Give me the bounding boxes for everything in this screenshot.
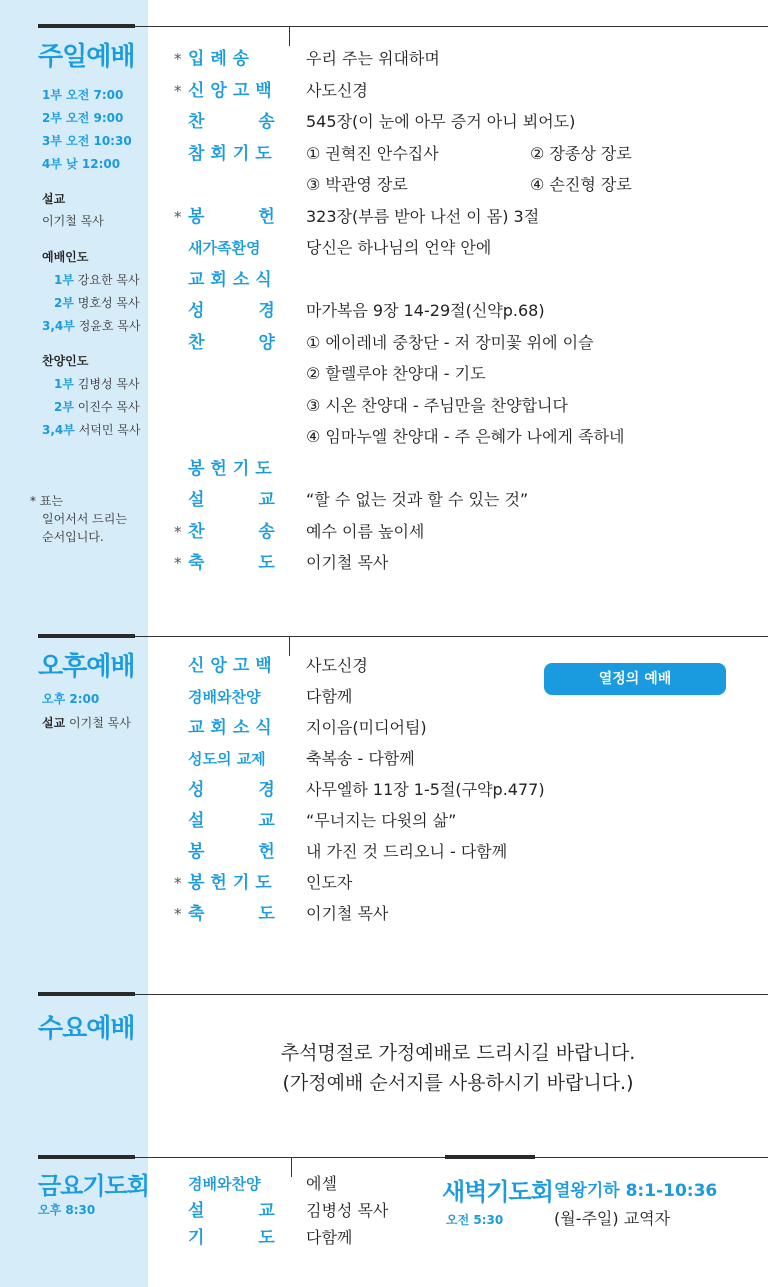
wednesday-title: 수요예배 — [38, 1014, 135, 1044]
afternoon-order-row — [0, 902, 768, 926]
afternoon-order-label: 교회소식 — [188, 718, 278, 738]
sunday-order-row — [0, 331, 768, 355]
sunday-time-1: 1부 오전 7:00 — [42, 88, 124, 102]
sunday-time-3: 3부 오전 10:30 — [42, 134, 132, 148]
afternoon-time: 오후 2:00 — [42, 692, 100, 706]
sunday-order-label: 새가족환영 — [188, 239, 261, 257]
section-divider — [535, 1157, 768, 1158]
sunday-order-value: ③ 시온 찬양대 - 주님만을 찬양합니다 — [306, 395, 568, 415]
afternoon-order-value: 이기철 목사 — [306, 904, 389, 923]
afternoon-order-row — [0, 654, 768, 678]
sunday-order-value: 323장(부름 받아 나선 이 몸) 3절 — [306, 206, 540, 226]
afternoon-order-label: 축 도 — [188, 904, 275, 924]
section-divider — [135, 636, 768, 637]
afternoon-order-value: 내 가진 것 드리오니 - 다함께 — [306, 842, 508, 861]
afternoon-order-row — [0, 716, 768, 740]
sunday-order-label: 봉헌기도 — [188, 458, 278, 479]
column-divider — [289, 26, 290, 46]
praise-leader-3: 3,4부 서덕민 목사 — [42, 423, 141, 437]
sunday-order-row — [0, 425, 768, 449]
sunday-order-row — [0, 457, 768, 481]
afternoon-order-value: 인도자 — [306, 873, 353, 892]
sunday-order-label: 입 례 송 — [188, 49, 250, 69]
star-marker: * — [174, 554, 182, 572]
sunday-order-row — [0, 79, 768, 103]
afternoon-sermon: 설교 이기철 목사 — [42, 716, 131, 730]
star-marker: * — [174, 207, 182, 226]
standing-note-line3: 순서입니다. — [42, 530, 104, 544]
sunday-order-value: 우리 주는 위대하며 — [306, 49, 440, 68]
worship-leader-heading: 예배인도 — [42, 250, 89, 264]
star-marker: * — [30, 494, 36, 508]
sunday-order-value: 당신은 하나님의 언약 안에 — [306, 238, 492, 257]
friday-order-row — [0, 1226, 768, 1250]
worship-leader-1: 1부 강요한 목사 — [54, 273, 140, 287]
star-marker: * — [174, 522, 182, 541]
afternoon-order-row — [0, 809, 768, 833]
friday-label-praise: 경배와찬양 — [188, 1175, 261, 1193]
sunday-order-row — [0, 110, 768, 134]
sunday-title: 주일예배 — [38, 42, 135, 72]
star-marker: * — [174, 50, 182, 68]
sunday-order-value: ① 에이레네 중창단 - 저 장미꽃 위에 이슬 — [306, 332, 594, 352]
sunday-order-label: 참회기도 — [188, 143, 278, 164]
section-divider-thick — [38, 24, 135, 28]
dawn-title: 새벽기도회 — [442, 1178, 553, 1206]
star-marker: * — [174, 905, 182, 923]
afternoon-order-value: 축복송 - 다함께 — [306, 749, 415, 768]
column-divider — [289, 636, 290, 656]
friday-title: 금요기도회 — [38, 1172, 149, 1200]
praise-leader-heading: 찬양인도 — [42, 354, 89, 368]
sunday-order-value: 이기철 목사 — [306, 553, 389, 572]
sunday-order-row — [0, 205, 768, 229]
afternoon-title: 오후예배 — [38, 652, 135, 682]
wednesday-notice-line2: (가정예배 순서지를 사용하시기 바랍니다.) — [282, 1072, 634, 1094]
sunday-order-label: 찬 양 — [188, 332, 275, 353]
afternoon-order-row — [0, 840, 768, 864]
dawn-time: 오전 5:30 — [446, 1213, 504, 1227]
worship-leader-3: 3,4부 정윤호 목사 — [42, 319, 141, 333]
sunday-order-value: ② 할렐루야 찬양대 - 기도 — [306, 364, 486, 383]
sunday-order-label: 찬 송 — [188, 521, 275, 542]
sunday-order-value-secondary: ④ 손진형 장로 — [530, 175, 632, 194]
sunday-time-4: 4부 낮 12:00 — [42, 157, 121, 171]
sunday-order-value: ③ 박관영 장로 — [306, 175, 408, 194]
sunday-order-row — [0, 173, 768, 197]
praise-leader-2: 2부 이진수 목사 — [54, 400, 140, 414]
section-divider-thick — [445, 1155, 535, 1159]
afternoon-order-row — [0, 871, 768, 895]
star-marker: * — [174, 874, 182, 892]
afternoon-order-label: 봉헌기도 — [188, 873, 278, 893]
sunday-order-row — [0, 236, 768, 260]
afternoon-order-value: 지이음(미디어팀) — [306, 718, 427, 737]
sunday-order-value: 545장(이 눈에 아무 증거 아니 뵈어도) — [306, 112, 576, 131]
dawn-scripture: 열왕기하 8:1-10:36 — [554, 1181, 718, 1201]
sunday-order-row — [0, 142, 768, 166]
standing-note-line2: 일어서서 드리는 — [42, 512, 127, 526]
afternoon-order-value: 사도신경 — [306, 656, 368, 675]
sunday-order-row — [0, 488, 768, 512]
sunday-order-value-secondary: ② 장종상 장로 — [530, 143, 632, 163]
section-divider — [135, 994, 768, 995]
sunday-order-label: 설 교 — [188, 490, 275, 510]
dawn-schedule: (월-주일) 교역자 — [554, 1209, 671, 1228]
afternoon-order-value: “무너지는 다윗의 삶” — [306, 811, 457, 830]
sunday-order-label: 찬 송 — [188, 112, 275, 132]
sunday-order-row — [0, 47, 768, 71]
afternoon-badge: 열정의 예배 — [544, 663, 726, 695]
sunday-order-row — [0, 551, 768, 575]
section-divider — [135, 1157, 445, 1158]
section-divider-thick — [38, 992, 135, 996]
sermon-heading: 설교 — [42, 192, 66, 206]
standing-note: * 표는 — [30, 494, 64, 508]
sunday-order-row — [0, 362, 768, 386]
sunday-order-row — [0, 268, 768, 292]
friday-label-prayer: 기 도 — [188, 1228, 275, 1248]
afternoon-order-row — [0, 747, 768, 771]
praise-leader-1: 1부 김병성 목사 — [54, 377, 140, 391]
afternoon-order-value: 다함께 — [306, 687, 353, 706]
afternoon-order-label: 성 경 — [188, 780, 275, 800]
sunday-time-2: 2부 오전 9:00 — [42, 111, 124, 125]
sunday-order-value: ④ 임마누엘 찬양대 - 주 은혜가 나에게 족하네 — [306, 427, 625, 446]
sunday-order-value: ① 권혁진 안수집사 — [306, 143, 439, 163]
friday-label-sermon: 설 교 — [188, 1201, 275, 1221]
sunday-order-value: “할 수 없는 것과 할 수 있는 것” — [306, 490, 529, 509]
sunday-order-value: 사도신경 — [306, 80, 368, 100]
friday-value-praise: 에셀 — [306, 1174, 337, 1193]
sunday-order-row — [0, 520, 768, 544]
section-divider-thick — [38, 1155, 135, 1159]
section-divider-thick — [38, 634, 135, 638]
afternoon-order-label: 성도의 교제 — [188, 750, 266, 768]
friday-value-sermon: 김병성 목사 — [306, 1201, 389, 1220]
afternoon-order-label: 경배와찬양 — [188, 688, 261, 706]
sunday-order-label: 봉 헌 — [188, 206, 275, 227]
afternoon-order-label: 봉 헌 — [188, 842, 275, 862]
star-marker: * — [174, 81, 182, 100]
sunday-order-value: 예수 이름 높이세 — [306, 521, 425, 541]
sunday-order-row — [0, 394, 768, 418]
sunday-order-label: 신앙고백 — [188, 80, 278, 101]
afternoon-order-label: 설 교 — [188, 811, 275, 831]
sunday-order-label: 성 경 — [188, 301, 275, 321]
worship-leader-2: 2부 명호성 목사 — [54, 296, 140, 310]
afternoon-order-value: 사무엘하 11장 1-5절(구약p.477) — [306, 780, 545, 799]
sunday-order-label: 축 도 — [188, 553, 275, 573]
sermon-preacher: 이기철 목사 — [42, 214, 104, 228]
afternoon-order-label: 신앙고백 — [188, 656, 278, 676]
afternoon-order-row — [0, 778, 768, 802]
section-divider — [135, 26, 768, 27]
sunday-order-value: 마가복음 9장 14-29절(신약p.68) — [306, 301, 545, 320]
friday-time: 오후 8:30 — [38, 1203, 96, 1217]
afternoon-order-row — [0, 685, 768, 709]
sunday-order-label: 교회소식 — [188, 269, 278, 290]
friday-value-prayer: 다함께 — [306, 1228, 353, 1247]
wednesday-notice-line1: 추석명절로 가정예배로 드리시길 바랍니다. — [280, 1042, 636, 1064]
sunday-order-row — [0, 299, 768, 323]
